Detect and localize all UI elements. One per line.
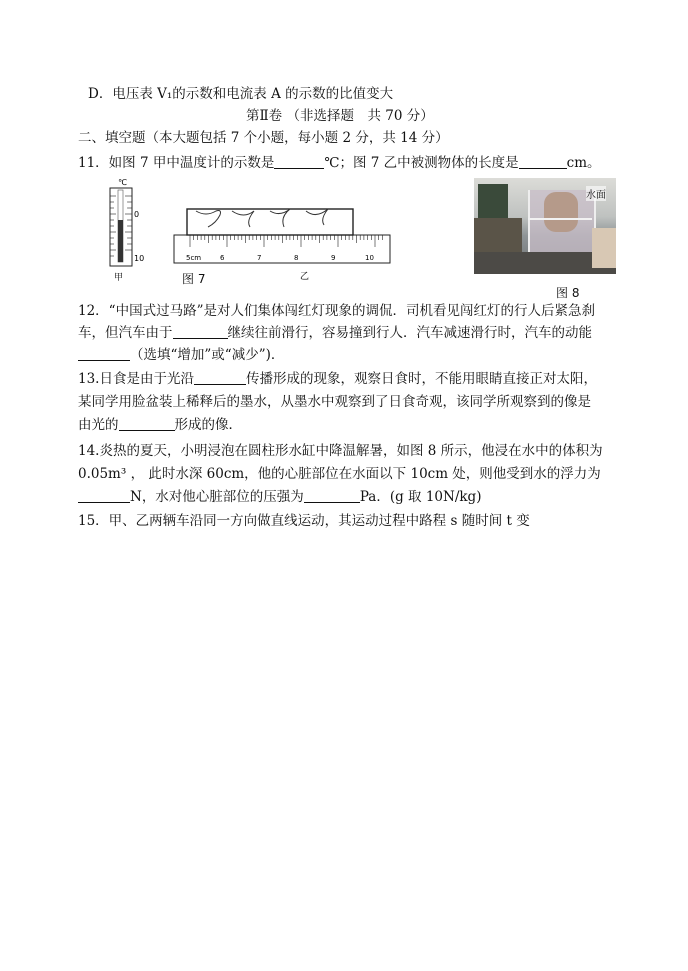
q14-text-a: N，水对他心脏部位的压强为: [130, 489, 304, 505]
q14-blank-2: [304, 488, 360, 503]
q14-line2: 0.05m³ ， 此时水深 60cm，他的心脏部位在水面以下 10cm 处，则他受到水的浮力为: [78, 466, 601, 482]
figure-7-caption: 图 7: [182, 272, 206, 286]
q13-text-c: 由光的: [78, 417, 119, 433]
label-yi: 乙: [300, 272, 310, 282]
ruler-tick-label: 5cm: [186, 254, 202, 262]
photo-box: [592, 228, 616, 268]
q12-line1: 12．“中国式过马路”是对人们集体闯红灯现象的调侃．司机看见闯红灯的行人后紧急刹: [78, 303, 595, 319]
thermo-zero: 0: [134, 210, 140, 219]
q13-blank-1: [194, 370, 246, 385]
thermo-ten: 10: [134, 254, 145, 263]
ruler-tick-label: 8: [294, 254, 299, 262]
q12-blank-1: [173, 324, 228, 339]
q14-blank-1: [78, 488, 130, 503]
q13-text-d: 形成的像．: [174, 417, 242, 433]
thermometer: [110, 188, 132, 266]
q11: [78, 153, 601, 173]
option-d: D．电压表 V₁的示数和电流表 A 的示数的比值变大: [88, 86, 394, 102]
photo-person: [544, 192, 578, 232]
q11-blank-1: [274, 154, 324, 169]
section2-title: 二、填空题（本大题包括 7 个小题，每小题 2 分，共 14 分）: [78, 130, 449, 146]
ruler-tick-label: 10: [365, 254, 374, 262]
q11-blank-2: [519, 154, 567, 169]
q11-text-c: cm。: [566, 155, 601, 171]
measured-object: [187, 209, 353, 235]
photo-water-surface: [528, 218, 592, 220]
q11-text-b: ℃；图 7 乙中被测物体的长度是: [324, 155, 519, 171]
q13-line2: 某同学用脸盆装上稀释后的墨水，从墨水中观察到了日食奇观，该同学所观察到的像是: [78, 394, 591, 410]
figure-8-photo: [474, 178, 616, 274]
q14-line3: [78, 487, 481, 507]
photo-desk: [474, 218, 522, 252]
ruler-tick-label: 7: [257, 254, 262, 262]
q13-text-b: 传播形成的现象，观察日食时，不能用眼睛直接正对太阳，: [245, 371, 597, 387]
label-jia: 甲: [114, 273, 124, 283]
q13-line1: [78, 369, 597, 389]
q12-line3: [78, 345, 284, 365]
q11-text-a: 11．如图 7 甲中温度计的示数是: [78, 155, 275, 171]
q12-text-a: 车，但汽车由于: [78, 325, 173, 341]
q13-line3: [78, 415, 242, 435]
ruler: [174, 235, 390, 263]
ruler-tick-label: 6: [220, 254, 225, 262]
figure-8-caption: 图 8: [556, 286, 580, 300]
q13-text-a: 13.日食是由于光沿: [78, 371, 194, 387]
thermo-unit: ℃: [118, 178, 127, 187]
water-label: 水面: [586, 186, 606, 201]
q13-blank-2: [119, 416, 175, 431]
q12-text-b: 继续往前滑行，容易撞到行人．汽车减速滑行时，汽车的动能: [227, 325, 592, 341]
q15-line1: 15．甲、乙两辆车沿同一方向做直线运动，其运动过程中路程 s 随时间 t 变: [78, 513, 530, 529]
q14-line1: 14.炎热的夏天，小明浸泡在圆柱形水缸中降温解暑，如图 8 所示，他浸在水中的体积为: [78, 443, 603, 459]
ruler-tick-label: 9: [331, 254, 336, 262]
q14-text-b: Pa．(g 取 10N/kg): [359, 489, 482, 505]
part2-title: 第Ⅱ卷 （非选择题 共 70 分）: [246, 108, 434, 124]
q12-blank-2: [78, 346, 130, 361]
q12-text-c: （选填“增加”或“减少”)．: [130, 347, 285, 363]
figure-7: [92, 176, 392, 288]
q12-line2: [78, 323, 592, 343]
photo-window: [478, 184, 508, 220]
